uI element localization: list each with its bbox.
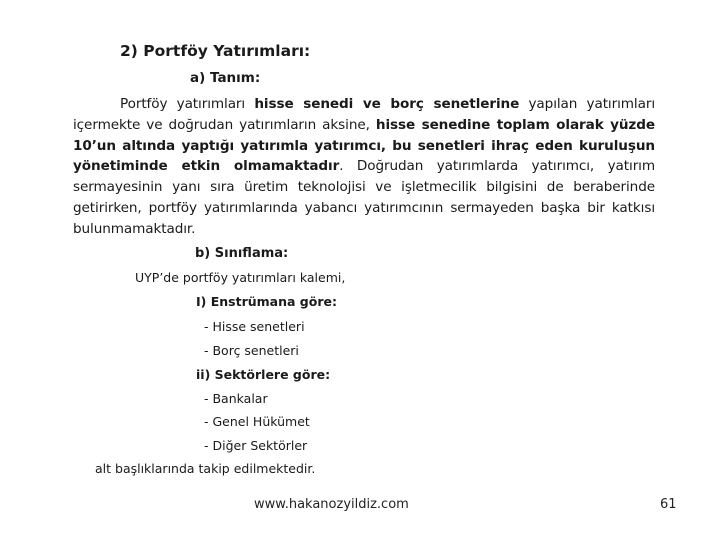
- footer-website: www.hakanozyildiz.com: [254, 497, 409, 512]
- group-i-title: I) Enstrümana göre:: [196, 294, 337, 309]
- section-a-title: a) Tanım:: [190, 70, 261, 86]
- classification-intro: UYP’de portföy yatırımları kalemi,: [135, 270, 346, 285]
- list-item: - Bankalar: [204, 391, 268, 406]
- group-ii-title: ii) Sektörlere göre:: [196, 367, 331, 382]
- paragraph-text-1: Portföy yatırımları: [120, 96, 255, 112]
- list-item: - Diğer Sektörler: [204, 438, 308, 453]
- closing-line: alt başlıklarında takip edilmektedir.: [95, 461, 316, 476]
- paragraph-bold-2: hisse senedine toplam olarak yüzde 10’un altında yaptığı yatırımla yatırımcı, bu senetleri ihraç eden kuruluşun yönetiminde etkin olmamaktadır: [73, 116, 655, 175]
- list-item: - Borç senetleri: [204, 343, 299, 358]
- section-b-title: b) Sınıflama:: [195, 246, 289, 261]
- page-number: 61: [660, 497, 677, 512]
- list-item: - Hisse senetleri: [204, 319, 305, 334]
- paragraph-bold-1: hisse senedi ve borç senetlerine: [254, 96, 520, 112]
- page-heading: 2) Portföy Yatırımları:: [120, 42, 311, 60]
- paragraph-text-3: . Doğrudan yatırımlarda yatırımcı, yatırım sermayesinin yanı sıra üretim teknolojisi ve işletmecilik bilgisini de beraberinde getirirken, portföy yatırımlarında yabancı yatırımcının sermayeden başka bir katkısı bulunmamaktadır.: [73, 158, 655, 237]
- paragraph-text-2: yapılan yatırımları içermekte ve doğrudan yatırımların aksine,: [73, 96, 655, 133]
- definition-paragraph: [73, 94, 655, 240]
- list-item: - Genel Hükümet: [204, 414, 310, 429]
